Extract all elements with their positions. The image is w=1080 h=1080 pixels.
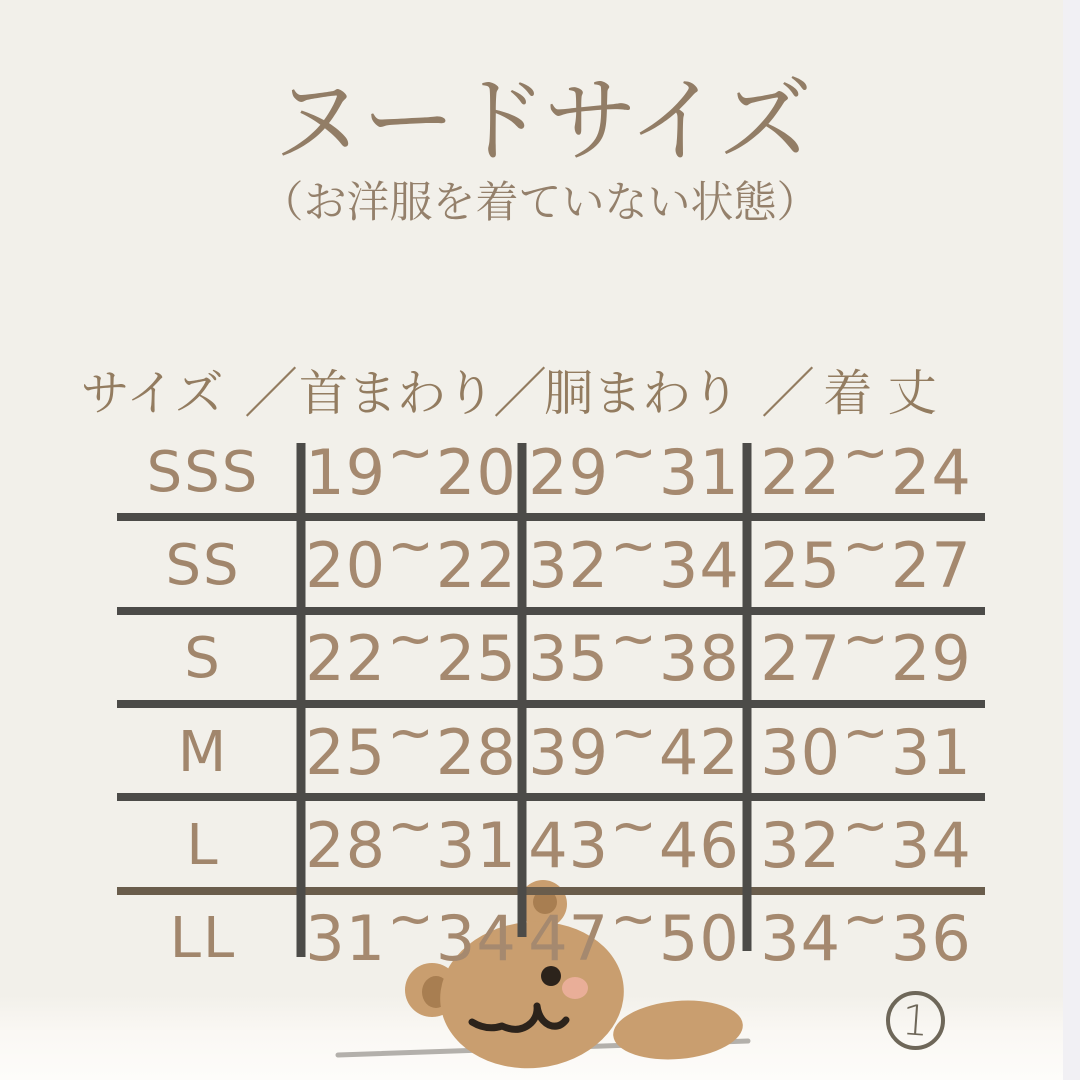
page-number: 1 — [900, 994, 931, 1046]
length-value: 25~27 — [760, 513, 972, 602]
page-number-badge — [886, 991, 945, 1050]
girth-value: 43~46 — [528, 793, 740, 882]
girth-value: 29~31 — [528, 420, 740, 509]
length-value: 30~31 — [760, 700, 972, 789]
table-row-ll — [0, 886, 1080, 985]
neck-value: 31~34 — [305, 886, 517, 975]
size-label: M — [177, 720, 229, 785]
girth-value: 32~34 — [528, 513, 740, 602]
neck-value: 20~22 — [305, 513, 517, 602]
page-title: ヌードサイズ — [270, 67, 810, 176]
neck-value: 25~28 — [305, 700, 517, 789]
header-separator: ／ — [244, 362, 298, 425]
table-row-ss — [0, 513, 1080, 612]
table-row-sss — [0, 420, 1080, 519]
page-subtitle: （お洋服を着ていない状態） — [260, 178, 820, 228]
size-label: LL — [169, 906, 237, 971]
table-row-l — [0, 793, 1080, 892]
length-value: 22~24 — [760, 420, 972, 509]
table-row-m — [0, 700, 1080, 799]
header-length-column: 着 丈 — [823, 365, 937, 422]
size-label: SSS — [146, 440, 260, 505]
header-size-column: サイズ — [80, 365, 224, 422]
header-girth-column: 胴まわり — [543, 365, 741, 422]
header-neck-column: 首まわり — [298, 365, 496, 422]
girth-value: 47~50 — [528, 886, 740, 975]
girth-value: 35~38 — [528, 606, 740, 695]
length-value: 27~29 — [760, 606, 972, 695]
neck-value: 19~20 — [305, 420, 517, 509]
size-label: L — [186, 813, 220, 878]
table-row-s — [0, 606, 1080, 705]
bear-shoulder — [611, 995, 746, 1064]
length-value: 34~36 — [760, 886, 972, 975]
header-separator: ／ — [761, 362, 815, 425]
header-separator: ／ — [493, 362, 547, 425]
neck-value: 22~25 — [305, 606, 517, 695]
neck-value: 28~31 — [305, 793, 517, 882]
length-value: 32~34 — [760, 793, 972, 882]
size-label: S — [184, 626, 222, 691]
size-label: SS — [165, 533, 241, 598]
girth-value: 39~42 — [528, 700, 740, 789]
